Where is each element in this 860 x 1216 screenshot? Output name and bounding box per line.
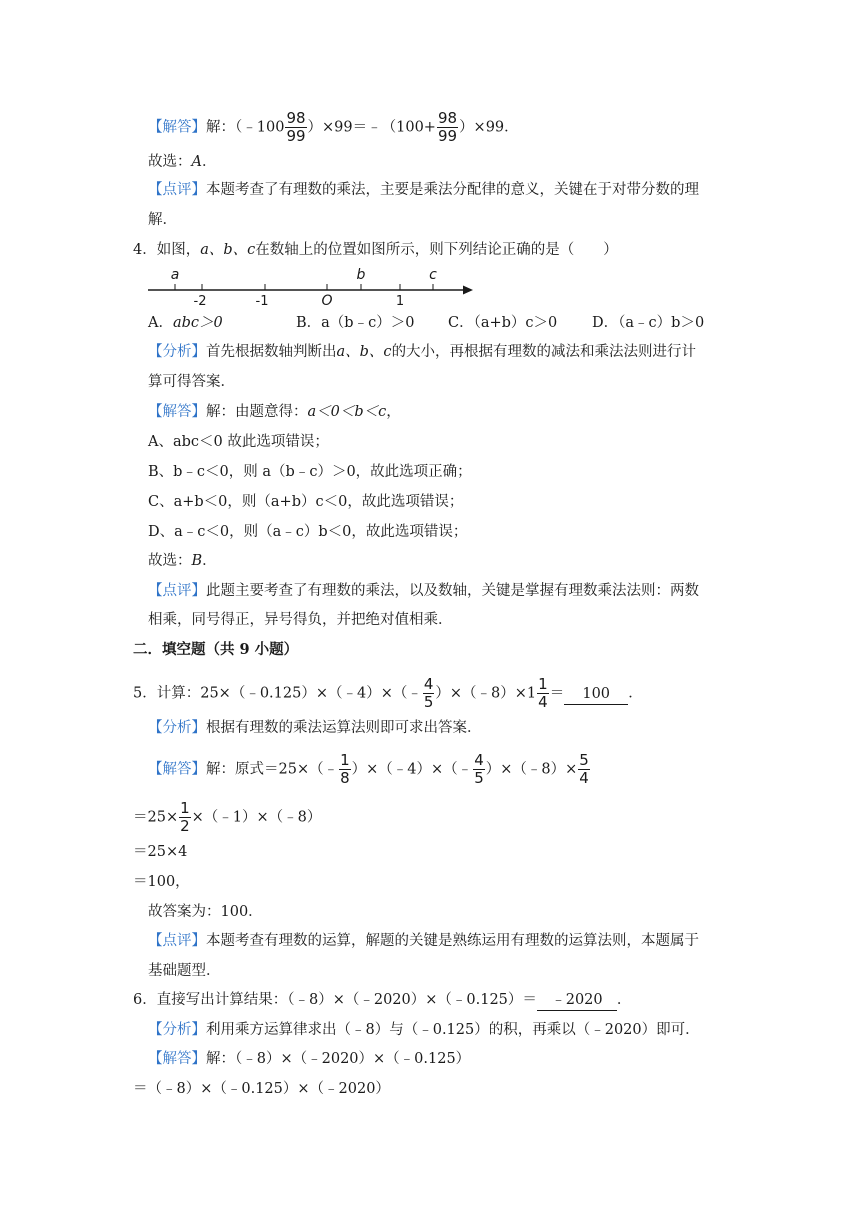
label-neg1: -1: [255, 294, 269, 306]
fraction-98-99-b: $\frac{98}{99}$: [437, 109, 458, 145]
number-line-figure: [140, 262, 480, 306]
answer-blank: ﹣2020: [537, 990, 617, 1011]
comment-tag: 【点评】: [148, 933, 206, 949]
label-neg2: -2: [193, 294, 207, 306]
label-1: 1: [395, 294, 405, 306]
label-b: b: [356, 267, 366, 283]
q4-solution-line-b: B、b﹣c＜0，则 a（b﹣c）＞0，故此选项正确；: [148, 464, 472, 480]
q4-analysis-cont: 算可得答案．: [148, 374, 235, 390]
analysis-tag: 【分析】: [148, 720, 206, 736]
analysis-tag: 【分析】: [148, 1022, 206, 1038]
option-a[interactable]: A．abc＞0: [148, 315, 223, 331]
q6-stem: 6．直接写出计算结果：（﹣8）×（﹣2020）×（﹣0.125）＝ ﹣2020 ．: [133, 990, 631, 1011]
label-a: a: [170, 267, 180, 283]
fraction-4-5: $\frac{4}{5}$: [423, 675, 434, 711]
fraction-1-2: $\frac{1}{2}$: [180, 799, 190, 835]
comment-tag: 【点评】: [148, 182, 206, 198]
q4-comment-cont: 相乘，同号得正，异号得负，并把绝对值相乘．: [148, 612, 453, 628]
solution-tag: 【解答】: [148, 119, 206, 136]
label-c: c: [429, 267, 437, 283]
q5-step-3: ＝25×4: [133, 844, 188, 860]
option-b[interactable]: B．a（b﹣c）＞0: [296, 315, 415, 331]
solution-tag: 【解答】: [148, 1051, 206, 1067]
q4-comment: 【点评】此题主要考查了有理数的乘法，以及数轴，关键是掌握有理数乘法法则：两数: [148, 583, 699, 599]
q3-solution-line: 【解答】解：（﹣100 $\frac{98}{99}$ ）×99＝﹣（100+ $\frac{98}{99}$ ）×99．: [148, 109, 519, 145]
q4-stem: 4．如图，a、b、c在数轴上的位置如图所示，则下列结论正确的是（ ）: [133, 242, 618, 258]
q5-final: 故答案为：100．: [148, 904, 263, 920]
q6-solution: 【解答】解：（﹣8）×（﹣2020）×（﹣0.125）: [148, 1051, 471, 1067]
fraction-4-5-b: $\frac{4}{5}$: [474, 751, 484, 787]
analysis-tag: 【分析】: [148, 344, 206, 360]
q5-solution: 【解答】解：原式＝25×（﹣ $\frac{1}{8}$ ）×（﹣4）×（﹣ $\frac{4}{5}$ ）×（﹣8）× $\frac{5}{4}$: [148, 751, 589, 787]
q3-comment-cont: 解．: [148, 212, 177, 228]
q6-analysis: 【分析】利用乘方运算律求出（﹣8）与（﹣0.125）的积，再乘以（﹣2020）即可．: [148, 1022, 700, 1038]
option-d[interactable]: D．（a﹣c）b＞0: [592, 315, 705, 331]
solution-tag: 【解答】: [148, 404, 206, 420]
q5-analysis: 【分析】根据有理数的乘法运算法则即可求出答案．: [148, 720, 482, 736]
section-heading: 二．填空题（共 9 小题）: [133, 641, 299, 658]
q4-choose: 故选：B．: [148, 553, 217, 569]
q3-comment: 【点评】本题考查了有理数的乘法，主要是乘法分配律的意义，关键在于对带分数的理: [148, 182, 699, 198]
q4-solution: 【解答】解：由题意得：a＜0＜b＜c，: [148, 404, 401, 420]
answer-blank: 100: [564, 684, 628, 705]
q4-solution-line-d: D、a﹣c＜0，则（a﹣c）b＜0，故此选项错误；: [148, 524, 468, 540]
option-c[interactable]: C．（a+b）c＞0: [448, 315, 558, 331]
q4-solution-line-a: A、abc＜0 故此选项错误；: [148, 434, 329, 450]
q4-solution-line-c: C、a+b＜0，则（a+b）c＜0，故此选项错误；: [148, 494, 464, 510]
q4-analysis: 【分析】首先根据数轴判断出a、b、c的大小，再根据有理数的减法和乘法法则进行计: [148, 344, 697, 360]
fraction-1-4: $\frac{1}{4}$: [538, 675, 548, 711]
fraction-98-99: $\frac{98}{99}$: [286, 109, 306, 145]
fraction-5-4: $\frac{5}{4}$: [579, 751, 589, 787]
solution-tag: 【解答】: [148, 761, 206, 778]
q5-step-2: ＝25× $\frac{1}{2}$ ×（﹣1）×（﹣8）: [133, 799, 322, 835]
fraction-1-8: $\frac{1}{8}$: [340, 751, 350, 787]
q5-step-4: ＝100，: [133, 874, 190, 890]
q5-stem: 5．计算：25×（﹣0.125）×（﹣4）×（﹣ $\frac{4}{5}$ ）×（﹣8）×1 $\frac{1}{4}$ ＝ 100 ．: [133, 675, 643, 711]
label-origin: O: [321, 293, 333, 306]
q5-comment-cont: 基础题型．: [148, 963, 221, 979]
comment-tag: 【点评】: [148, 583, 206, 599]
number-line-arrow-icon: [463, 286, 473, 295]
q5-comment: 【点评】本题考查有理数的运算，解题的关键是熟练运用有理数的运算法则，本题属于: [148, 933, 699, 949]
q6-step-2: ＝（﹣8）×（﹣0.125）×（﹣2020）: [133, 1081, 390, 1097]
q3-choose: 故选：A．: [148, 154, 217, 170]
